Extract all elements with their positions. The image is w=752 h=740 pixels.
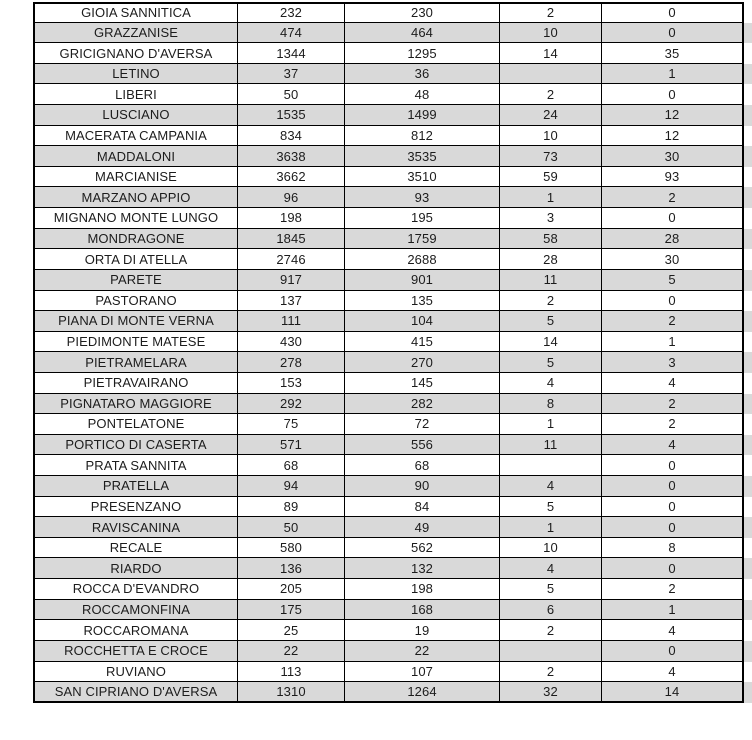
value-cell: 4 <box>602 620 744 640</box>
municipality-cell: ROCCHETTA E CROCE <box>33 641 238 661</box>
table-row <box>33 414 752 435</box>
value-cell: 1845 <box>238 229 345 249</box>
value-cell: 232 <box>238 4 345 22</box>
value-cell: 1535 <box>238 105 345 125</box>
value-cell: 1759 <box>345 229 500 249</box>
value-cell: 2 <box>602 311 744 331</box>
value-cell: 3 <box>602 352 744 372</box>
value-cell: 556 <box>345 435 500 455</box>
table-row-cells <box>33 620 744 641</box>
value-cell: 68 <box>238 455 345 475</box>
value-cell: 8 <box>602 538 744 558</box>
value-cell: 14 <box>602 682 744 701</box>
table-row <box>33 579 752 600</box>
value-cell: 415 <box>345 332 500 352</box>
table-row-cells <box>33 538 744 559</box>
value-cell: 2 <box>602 394 744 414</box>
table-row-cells <box>33 23 744 44</box>
table-row-cells <box>33 208 744 229</box>
value-cell: 135 <box>345 291 500 311</box>
value-cell: 11 <box>500 435 602 455</box>
table-row <box>33 558 752 579</box>
value-cell: 14 <box>500 332 602 352</box>
value-cell: 1295 <box>345 43 500 63</box>
value-cell: 14 <box>500 43 602 63</box>
value-cell: 19 <box>345 620 500 640</box>
value-cell: 5 <box>500 497 602 517</box>
value-cell: 12 <box>602 105 744 125</box>
value-cell: 0 <box>602 291 744 311</box>
value-cell: 4 <box>500 373 602 393</box>
table-row-cells <box>33 662 744 683</box>
value-cell: 4 <box>500 476 602 496</box>
value-cell: 94 <box>238 476 345 496</box>
table-row-cells <box>33 105 744 126</box>
value-cell: 230 <box>345 4 500 22</box>
table-row <box>33 64 752 85</box>
value-cell: 10 <box>500 23 602 43</box>
value-cell: 59 <box>500 167 602 187</box>
value-cell: 1344 <box>238 43 345 63</box>
value-cell: 278 <box>238 352 345 372</box>
table-row-cells <box>33 394 744 415</box>
value-cell: 145 <box>345 373 500 393</box>
value-cell <box>500 641 602 661</box>
value-cell: 48 <box>345 84 500 104</box>
value-cell: 32 <box>500 682 602 701</box>
value-cell: 73 <box>500 146 602 166</box>
table-row-cells <box>33 455 744 476</box>
value-cell: 50 <box>238 84 345 104</box>
table-row-cells <box>33 291 744 312</box>
value-cell: 10 <box>500 538 602 558</box>
value-cell: 30 <box>602 249 744 269</box>
value-cell: 1 <box>602 64 744 84</box>
table-row <box>33 291 752 312</box>
table-row <box>33 352 752 373</box>
value-cell: 0 <box>602 497 744 517</box>
municipality-cell: RIARDO <box>33 558 238 578</box>
municipality-cell: LETINO <box>33 64 238 84</box>
value-cell: 12 <box>602 126 744 146</box>
table-row <box>33 249 752 270</box>
table-row <box>33 270 752 291</box>
table-row <box>33 394 752 415</box>
table-row <box>33 84 752 105</box>
municipality-cell: SAN CIPRIANO D'AVERSA <box>33 682 238 701</box>
table-row-cells <box>33 497 744 518</box>
value-cell: 1310 <box>238 682 345 701</box>
value-cell: 24 <box>500 105 602 125</box>
table-row-cells <box>33 270 744 291</box>
table-row-cells <box>33 414 744 435</box>
value-cell: 270 <box>345 352 500 372</box>
value-cell: 0 <box>602 84 744 104</box>
value-cell: 1 <box>602 600 744 620</box>
municipality-cell: PIETRAMELARA <box>33 352 238 372</box>
municipality-cell: MARCIANISE <box>33 167 238 187</box>
table-row <box>33 662 752 683</box>
table-row <box>33 455 752 476</box>
table-row-cells <box>33 2 744 23</box>
value-cell: 107 <box>345 662 500 682</box>
value-cell: 198 <box>238 208 345 228</box>
table-row-cells <box>33 187 744 208</box>
table-row-cells <box>33 332 744 353</box>
value-cell: 37 <box>238 64 345 84</box>
table-row-cells <box>33 682 744 703</box>
value-cell: 175 <box>238 600 345 620</box>
value-cell: 5 <box>500 579 602 599</box>
value-cell: 205 <box>238 579 345 599</box>
value-cell: 168 <box>345 600 500 620</box>
municipality-cell: ROCCAROMANA <box>33 620 238 640</box>
value-cell: 812 <box>345 126 500 146</box>
value-cell: 35 <box>602 43 744 63</box>
table-row-cells <box>33 641 744 662</box>
value-cell: 917 <box>238 270 345 290</box>
value-cell: 4 <box>602 435 744 455</box>
value-cell: 113 <box>238 662 345 682</box>
municipality-cell: LIBERI <box>33 84 238 104</box>
municipality-cell: GIOIA SANNITICA <box>33 4 238 22</box>
table-row-cells <box>33 517 744 538</box>
municipality-cell: MARZANO APPIO <box>33 187 238 207</box>
municipality-cell: ROCCAMONFINA <box>33 600 238 620</box>
table-row <box>33 43 752 64</box>
municipality-cell: RAVISCANINA <box>33 517 238 537</box>
municipality-cell: LUSCIANO <box>33 105 238 125</box>
value-cell: 111 <box>238 311 345 331</box>
table-row <box>33 373 752 394</box>
table-row-cells <box>33 558 744 579</box>
value-cell: 430 <box>238 332 345 352</box>
table-row <box>33 332 752 353</box>
value-cell: 6 <box>500 600 602 620</box>
municipality-cell: PONTELATONE <box>33 414 238 434</box>
value-cell: 132 <box>345 558 500 578</box>
value-cell: 571 <box>238 435 345 455</box>
table-row-cells <box>33 167 744 188</box>
municipality-cell: PRESENZANO <box>33 497 238 517</box>
value-cell: 2746 <box>238 249 345 269</box>
table-row <box>33 23 752 44</box>
table-row-cells <box>33 435 744 456</box>
municipality-cell: MACERATA CAMPANIA <box>33 126 238 146</box>
value-cell: 562 <box>345 538 500 558</box>
value-cell: 2688 <box>345 249 500 269</box>
table-row <box>33 126 752 147</box>
table-row <box>33 2 752 23</box>
municipality-cell: PIEDIMONTE MATESE <box>33 332 238 352</box>
value-cell: 68 <box>345 455 500 475</box>
value-cell: 22 <box>238 641 345 661</box>
value-cell: 5 <box>500 311 602 331</box>
value-cell: 3638 <box>238 146 345 166</box>
value-cell: 3 <box>500 208 602 228</box>
value-cell: 2 <box>500 662 602 682</box>
table-row <box>33 167 752 188</box>
value-cell <box>500 64 602 84</box>
municipality-cell: PIANA DI MONTE VERNA <box>33 311 238 331</box>
table-row-cells <box>33 84 744 105</box>
table-row-cells <box>33 352 744 373</box>
value-cell: 3535 <box>345 146 500 166</box>
value-cell: 25 <box>238 620 345 640</box>
municipality-cell: PRATA SANNITA <box>33 455 238 475</box>
value-cell: 1 <box>500 414 602 434</box>
value-cell: 36 <box>345 64 500 84</box>
value-cell: 1 <box>500 187 602 207</box>
value-cell: 834 <box>238 126 345 146</box>
table-row <box>33 435 752 456</box>
table-row <box>33 311 752 332</box>
table-row-cells <box>33 600 744 621</box>
table-row-cells <box>33 229 744 250</box>
value-cell: 49 <box>345 517 500 537</box>
value-cell: 104 <box>345 311 500 331</box>
municipality-cell: PASTORANO <box>33 291 238 311</box>
value-cell: 4 <box>500 558 602 578</box>
value-cell: 0 <box>602 641 744 661</box>
value-cell: 0 <box>602 23 744 43</box>
municipality-cell: MIGNANO MONTE LUNGO <box>33 208 238 228</box>
value-cell: 2 <box>500 84 602 104</box>
value-cell: 137 <box>238 291 345 311</box>
value-cell: 72 <box>345 414 500 434</box>
municipality-cell: GRAZZANISE <box>33 23 238 43</box>
table-row-cells <box>33 146 744 167</box>
table-row <box>33 600 752 621</box>
table-row <box>33 187 752 208</box>
value-cell: 1499 <box>345 105 500 125</box>
value-cell: 2 <box>602 187 744 207</box>
municipality-cell: PARETE <box>33 270 238 290</box>
value-cell: 58 <box>500 229 602 249</box>
value-cell: 96 <box>238 187 345 207</box>
value-cell: 901 <box>345 270 500 290</box>
value-cell: 0 <box>602 558 744 578</box>
table-row-cells <box>33 579 744 600</box>
municipality-cell: PIGNATARO MAGGIORE <box>33 394 238 414</box>
value-cell: 3662 <box>238 167 345 187</box>
table-row <box>33 229 752 250</box>
table-row <box>33 538 752 559</box>
value-cell: 84 <box>345 497 500 517</box>
value-cell: 11 <box>500 270 602 290</box>
value-cell: 282 <box>345 394 500 414</box>
table-row-cells <box>33 64 744 85</box>
value-cell: 1 <box>500 517 602 537</box>
table-row-cells <box>33 476 744 497</box>
municipality-cell: ORTA DI ATELLA <box>33 249 238 269</box>
table-row <box>33 476 752 497</box>
value-cell: 0 <box>602 208 744 228</box>
value-cell: 75 <box>238 414 345 434</box>
value-cell: 2 <box>602 414 744 434</box>
value-cell: 153 <box>238 373 345 393</box>
table-row-cells <box>33 43 744 64</box>
table-row <box>33 497 752 518</box>
value-cell: 8 <box>500 394 602 414</box>
table-row <box>33 682 752 703</box>
municipality-cell: PRATELLA <box>33 476 238 496</box>
municipality-cell: ROCCA D'EVANDRO <box>33 579 238 599</box>
value-cell: 2 <box>602 579 744 599</box>
table-row-cells <box>33 249 744 270</box>
value-cell: 474 <box>238 23 345 43</box>
value-cell: 93 <box>602 167 744 187</box>
value-cell: 3510 <box>345 167 500 187</box>
value-cell: 195 <box>345 208 500 228</box>
value-cell: 50 <box>238 517 345 537</box>
value-cell: 0 <box>602 455 744 475</box>
table-row-cells <box>33 126 744 147</box>
value-cell: 30 <box>602 146 744 166</box>
value-cell: 28 <box>500 249 602 269</box>
municipality-cell: MONDRAGONE <box>33 229 238 249</box>
municipality-cell: GRICIGNANO D'AVERSA <box>33 43 238 63</box>
value-cell: 2 <box>500 620 602 640</box>
table-row <box>33 517 752 538</box>
value-cell: 292 <box>238 394 345 414</box>
table-row <box>33 620 752 641</box>
value-cell: 5 <box>602 270 744 290</box>
municipality-cell: RUVIANO <box>33 662 238 682</box>
value-cell: 1264 <box>345 682 500 701</box>
value-cell: 0 <box>602 4 744 22</box>
table-row <box>33 146 752 167</box>
value-cell: 2 <box>500 4 602 22</box>
value-cell: 4 <box>602 662 744 682</box>
value-cell: 90 <box>345 476 500 496</box>
value-cell: 136 <box>238 558 345 578</box>
value-cell: 0 <box>602 517 744 537</box>
value-cell: 0 <box>602 476 744 496</box>
value-cell: 22 <box>345 641 500 661</box>
table-row-cells <box>33 311 744 332</box>
value-cell: 93 <box>345 187 500 207</box>
data-table <box>33 2 752 703</box>
municipality-cell: RECALE <box>33 538 238 558</box>
municipality-cell: PORTICO DI CASERTA <box>33 435 238 455</box>
value-cell: 4 <box>602 373 744 393</box>
value-cell: 198 <box>345 579 500 599</box>
value-cell: 464 <box>345 23 500 43</box>
table-row <box>33 105 752 126</box>
value-cell: 2 <box>500 291 602 311</box>
value-cell: 580 <box>238 538 345 558</box>
value-cell: 10 <box>500 126 602 146</box>
value-cell: 1 <box>602 332 744 352</box>
municipality-cell: MADDALONI <box>33 146 238 166</box>
value-cell <box>500 455 602 475</box>
table-row-cells <box>33 373 744 394</box>
value-cell: 5 <box>500 352 602 372</box>
value-cell: 89 <box>238 497 345 517</box>
table-row <box>33 208 752 229</box>
municipality-cell: PIETRAVAIRANO <box>33 373 238 393</box>
value-cell: 28 <box>602 229 744 249</box>
table-row <box>33 641 752 662</box>
